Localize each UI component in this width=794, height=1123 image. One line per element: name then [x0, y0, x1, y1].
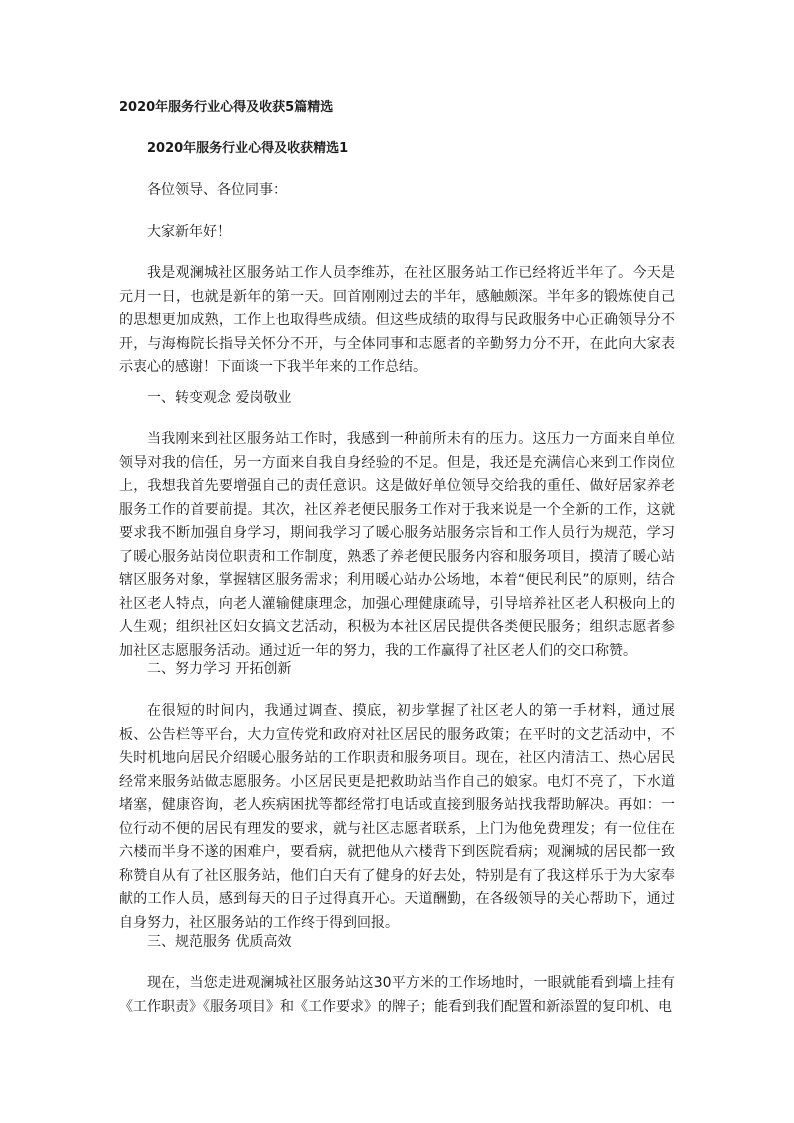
document-title: 2020年服务行业心得及收获5篇精选 [119, 100, 334, 115]
section-1-paragraph: 当我刚来到社区服务站工作时，我感到一种前所未有的压力。这压力一方面来自单位领导对我的信任，另一方面来自我自身经验的不足。但是，我还是充满信心来到工作岗位上，我想我首先要增强自己的责任意识。这是做好单位领导交给我的重任、做好居家养老服务工作的首要前提。其次，社区养老便民服务工作对于我来说是一个全新的工作，这就要求我不断加强自身学习，期间我学习了暖心服务站服务宗旨和工作人员行为规范，学习了暖心服务站岗位职责和工作制度，熟悉了养老便民服务内容和服务项目，摸清了暖心站辖区服务对象，掌握辖区服务需求；利用暖心站办公场地，本着“便民利民”的原则，结合社区老人特点，向老人灌输健康理念，加强心理健康疏导，引导培养社区老人积极向上的人生观；组织社区妇女搞文艺活动，积极为本社区居民提供各类便民服务；组织志愿者参加社区志愿服务活动。通过近一年的努力，我的工作赢得了社区老人们的交口称赞。 [119, 431, 675, 659]
intro-paragraph: 我是观澜城社区服务站工作人员李维苏，在社区服务站工作已经将近半年了。今天是元月一日，也就是新年的第一天。回首刚刚过去的半年，感触颇深。半年多的锻炼使自己的思想更加成熟，工作上也取得些成绩。但这些成绩的取得与民政服务中心正确领导分不开，与海梅院长指导关怀分不开，与全体同事和志愿者的辛勤努力分不开，在此向大家表示衷心的感谢！下面谈一下我半年来的工作总结。 [119, 265, 675, 375]
section-2-paragraph: 在很短的时间内，我通过调查、摸底，初步掌握了社区老人的第一手材料，通过展板、公告栏等平台，大力宣传党和政府对社区居民的服务政策；在平时的文艺活动中，不失时机地向居民介绍暖心服务站的工作职责和服务项目。现在，社区内清洁工、热心居民经常来服务站做志愿服务。小区居民更是把救助站当作自己的娘家。电灯不亮了，下水道堵塞，健康咨询，老人疾病困扰等都经常打电话或直接到服务站找我帮助解决。再如：一位行动不便的居民有理发的要求，就与社区志愿者联系，上门为他免费理发；有一位住在六楼而半身不遂的困难户，要看病，就把他从六楼背下到医院看病；观澜城的居民都一致称赞自从有了社区服务站，他们白天有了健身的好去处，特别是有了我这样乐于为大家奉献的工作人员，感到每天的日子过得真开心。天道酬勤，在各级领导的关心帮助下，通过自身努力，社区服务站的工作终于得到回报。 [119, 703, 675, 931]
section-heading-1: 一、转变观念 爱岗敬业 [147, 390, 292, 406]
section-3-paragraph: 现在，当您走进观澜城社区服务站这30平方米的工作场地时，一眼就能看到墙上挂有《工作职责》《服务项目》和《工作要求》的牌子；能看到我们配置和新添置的复印机、电 [119, 975, 675, 1015]
section-heading-3: 三、规范服务 优质高效 [147, 934, 292, 950]
salutation: 各位领导、各位同事： [147, 182, 287, 198]
section-subtitle: 2020年服务行业心得及收获精选1 [147, 141, 349, 156]
section-heading-2: 二、努力学习 开拓创新 [147, 661, 292, 677]
greeting: 大家新年好！ [147, 224, 231, 240]
